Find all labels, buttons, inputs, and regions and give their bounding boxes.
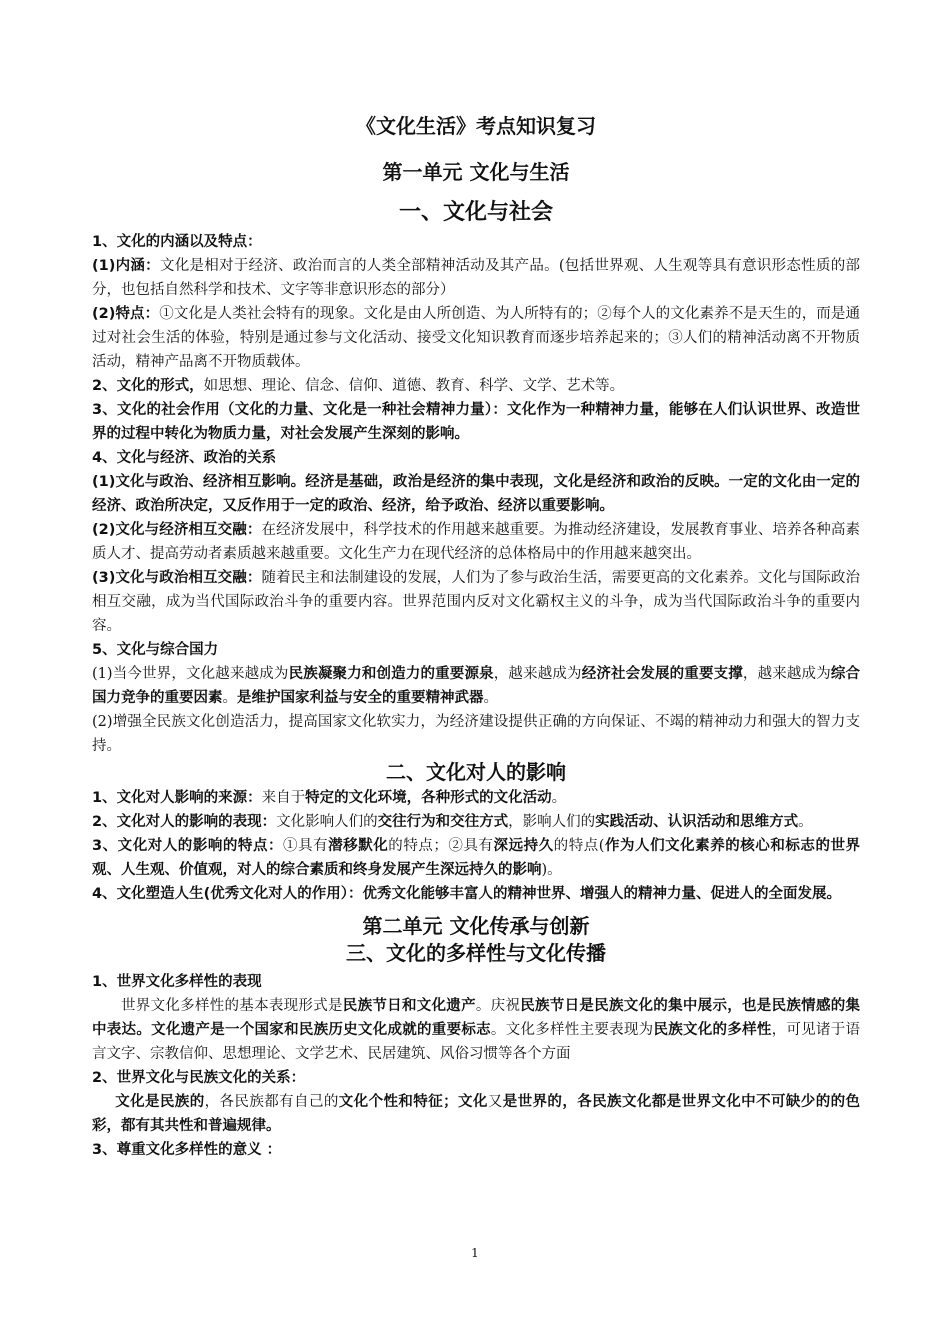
item-heading: 5、文化与综合国力 xyxy=(92,642,219,658)
paragraph: (1)当今世界，文化越来越成为民族凝聚力和创造力的重要源泉，越来越成为经济社会发展的重要支撑，越来越成为综合国力竞争的重要因素。是维护国家利益与安全的重要精神武器。 xyxy=(92,666,861,706)
item-heading: 1、世界文化多样性的表现 xyxy=(92,974,262,990)
paragraph: 文化是民族的，各民族都有自己的文化个性和特征；文化又是世界的，各民族文化都是世界文化中不可缺少的的色彩，都有其共性和普遍规律。 xyxy=(92,1094,861,1134)
paragraph: 4、文化塑造人生(优秀文化对人的作用）：优秀文化能够丰富人的精神世界、增强人的精神力量、促进人的全面发展。 xyxy=(92,886,841,902)
item-heading: 3、尊重文化多样性的意义 ： xyxy=(92,1142,282,1158)
section-heading: 三、文化的多样性与文化传播 xyxy=(346,941,606,965)
item-heading: 1、文化的内涵以及特点： xyxy=(92,234,262,250)
paragraph: (2)特点：①文化是人类社会特有的现象。文化是由人所创造、为人所特有的；②每个人的文化素养不是天生的，而是通过对社会生活的体验，特别是通过参与文化活动、接受文化知识教育而逐步培养起来的；③人们的精神活动离不开物质活动，精神产品离不开物质载体。 xyxy=(92,306,860,370)
document-page xyxy=(92,112,860,1162)
document-title: 《文化生活》考点知识复习 xyxy=(356,114,596,138)
unit-heading: 第二单元 文化传承与创新 xyxy=(362,914,590,938)
item-heading: 2、世界文化与民族文化的关系： xyxy=(92,1070,306,1086)
paragraph: (2)增强全民族文化创造活力，提高国家文化软实力，为经济建设提供正确的方向保证、不竭的精神动力和强大的智力支持。 xyxy=(92,714,860,754)
section-heading: 二、文化对人的影响 xyxy=(386,760,566,784)
paragraph: (1)内涵：文化是相对于经济、政治而言的人类全部精神活动及其产品。(包括世界观、人生观等具有意识形态性质的部分，也包括自然科学和技术、文字等非意识形态的部分） xyxy=(92,258,861,298)
paragraph: (3)文化与政治相互交融：随着民主和法制建设的发展，人们为了参与政治生活，需要更高的文化素养。文化与国际政治相互交融，成为当代国际政治斗争的重要内容。世界范围内反对文化霸权主义的斗争，成为当代国际政治斗争的重要内容。 xyxy=(92,570,861,634)
item-heading: 4、文化与经济、政治的关系 xyxy=(92,450,277,466)
paragraph: (1)文化与政治、经济相互影响。经济是基础，政治是经济的集中表现，文化是经济和政治的反映。一定的文化由一定的经济、政治所决定，又反作用于一定的政治、经济，给予政治、经济以重要影响。 xyxy=(92,474,860,514)
paragraph: 世界文化多样性的基本表现形式是民族节日和文化遗产。庆祝民族节日是民族文化的集中展示，也是民族情感的集中表达。文化遗产是一个国家和民族历史文化成就的重要标志。文化多样性主要表现为民族文化的多样性，可见诸于语言文字、宗教信仰、思想理论、文学艺术、民居建筑、风俗习惯等各个方面 xyxy=(92,998,861,1062)
page-number: 1 xyxy=(471,1246,479,1260)
paragraph: 3、文化对人的影响的特点：①具有潜移默化的特点；②具有深远持久的特点(作为人们文化素养的核心和标志的世界观、人生观、价值观，对人的综合素质和终身发展产生深远持久的影响)。 xyxy=(92,838,861,878)
paragraph: 2、文化对人的影响的表现：文化影响人们的交往行为和交往方式，影响人们的实践活动、认识活动和思维方式。 xyxy=(92,814,813,830)
section-heading: 一、文化与社会 xyxy=(398,200,553,225)
paragraph: 1、文化对人影响的来源：来自于特定的文化环境，各种形式的文化活动。 xyxy=(92,790,567,806)
paragraph: 3、文化的社会作用（文化的力量、文化是一种社会精神力量）：文化作为一种精神力量，能够在人们认识世界、改造世界的过程中转化为物质力量，对社会发展产生深刻的影响。 xyxy=(92,402,860,442)
unit-heading: 第一单元 文化与生活 xyxy=(382,160,570,184)
paragraph: (2)文化与经济相互交融：在经济发展中，科学技术的作用越来越重要。为推动经济建设，发展教育事业、培养各种高素质人才、提高劳动者素质越来越重要。文化生产力在现代经济的总体格局中的作用越来越突出。 xyxy=(92,522,861,562)
paragraph: 2、文化的形式，如思想、理论、信念、信仰、道德、教育、科学、文学、艺术等。 xyxy=(92,378,625,394)
